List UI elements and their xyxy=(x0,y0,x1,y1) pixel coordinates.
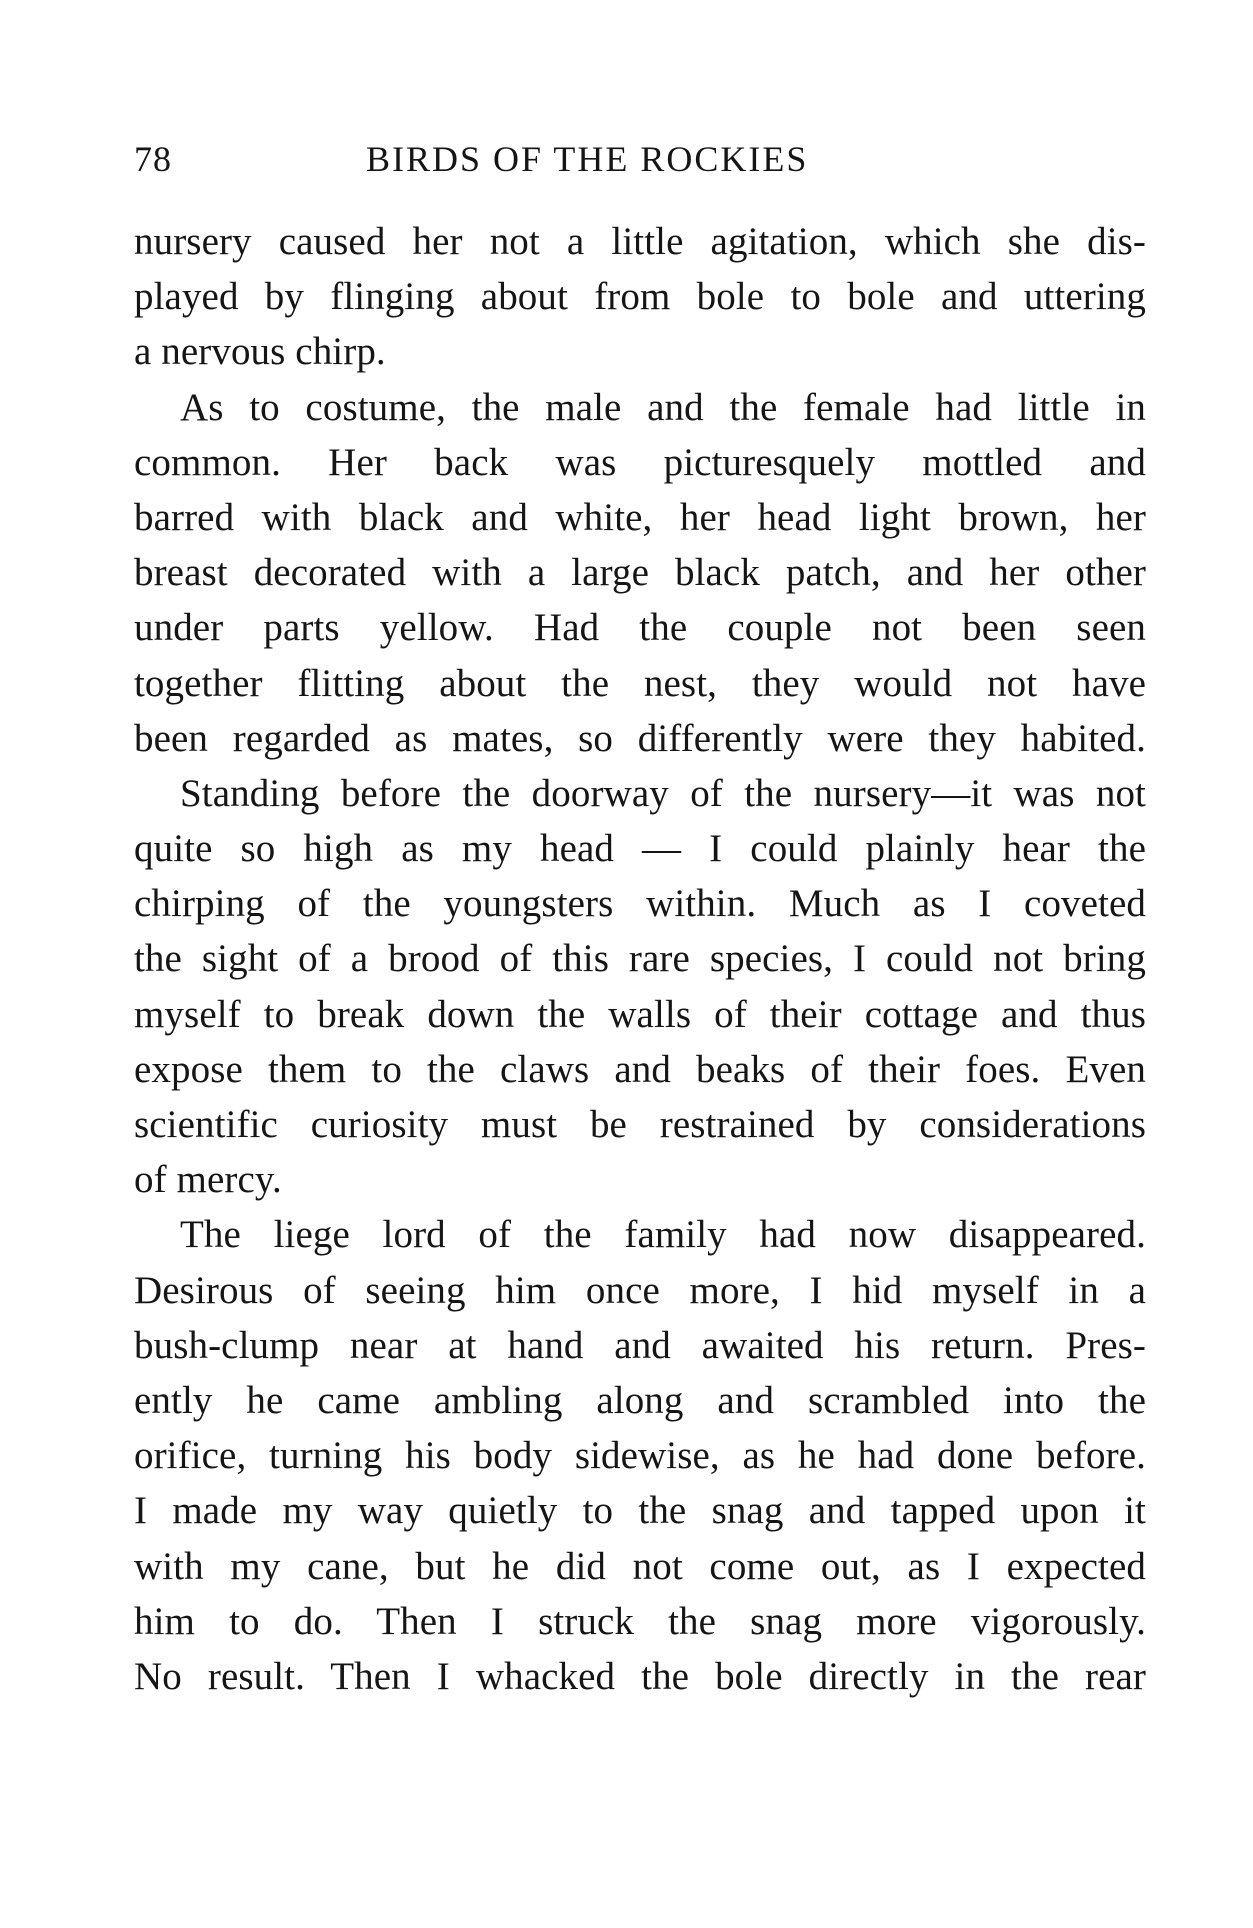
text-line: No result. Then I whacked the bole directly in the rear xyxy=(134,1654,1146,1698)
text-line: of mercy. xyxy=(134,1158,282,1202)
text-line: been regarded as mates, so differently were they habited. xyxy=(134,716,1146,760)
text-line: barred with black and white, her head light brown, her xyxy=(134,495,1146,539)
text-line: the sight of a brood of this rare species, I could not bring xyxy=(134,937,1146,981)
running-head: BIRDS OF THE ROCKIES xyxy=(366,139,809,179)
page-number: 78 xyxy=(134,139,172,179)
text-line: a nervous chirp. xyxy=(134,330,386,374)
text-line: under parts yellow. Had the couple not been seen xyxy=(134,606,1146,650)
text-line: expose them to the claws and beaks of their foes. Even xyxy=(134,1047,1146,1091)
text-line: with my cane, but he did not come out, as I expected xyxy=(134,1544,1146,1588)
text-line: Desirous of seeing him once more, I hid myself in a xyxy=(134,1268,1146,1312)
text-line: nursery caused her not a little agitation, which she dis- xyxy=(134,220,1146,263)
text-line: scientific curiosity must be restrained by considerations xyxy=(134,1103,1146,1146)
text-line: common. Her back was picturesquely mottled and xyxy=(134,440,1146,484)
text-line: As to costume, the male and the female had little in xyxy=(180,385,1146,429)
text-line: quite so high as my head — I could plainly hear the xyxy=(134,827,1146,871)
page-header xyxy=(134,138,1146,198)
text-line: bush-clump near at hand and awaited his return. Pres- xyxy=(134,1323,1146,1367)
text-line: him to do. Then I struck the snag more vigorously. xyxy=(134,1599,1146,1643)
text-line: together flitting about the nest, they would not have xyxy=(134,661,1146,705)
text-line: played by flinging about from bole to bole and uttering xyxy=(134,275,1146,319)
text-line: myself to break down the walls of their cottage and thus xyxy=(134,992,1146,1036)
text-line: orifice, turning his body sidewise, as he had done before. xyxy=(134,1434,1146,1478)
text-line: breast decorated with a large black patch, and her other xyxy=(134,551,1146,595)
text-line: Standing before the doorway of the nursery—it was not xyxy=(180,771,1146,815)
text-line: The liege lord of the family had now disappeared. xyxy=(180,1213,1146,1257)
body-text xyxy=(134,214,1146,1704)
text-line: chirping of the youngsters within. Much as I coveted xyxy=(134,882,1146,926)
text-line: I made my way quietly to the snag and tapped upon it xyxy=(134,1489,1146,1533)
text-line: ently he came ambling along and scrambled into the xyxy=(134,1378,1146,1422)
